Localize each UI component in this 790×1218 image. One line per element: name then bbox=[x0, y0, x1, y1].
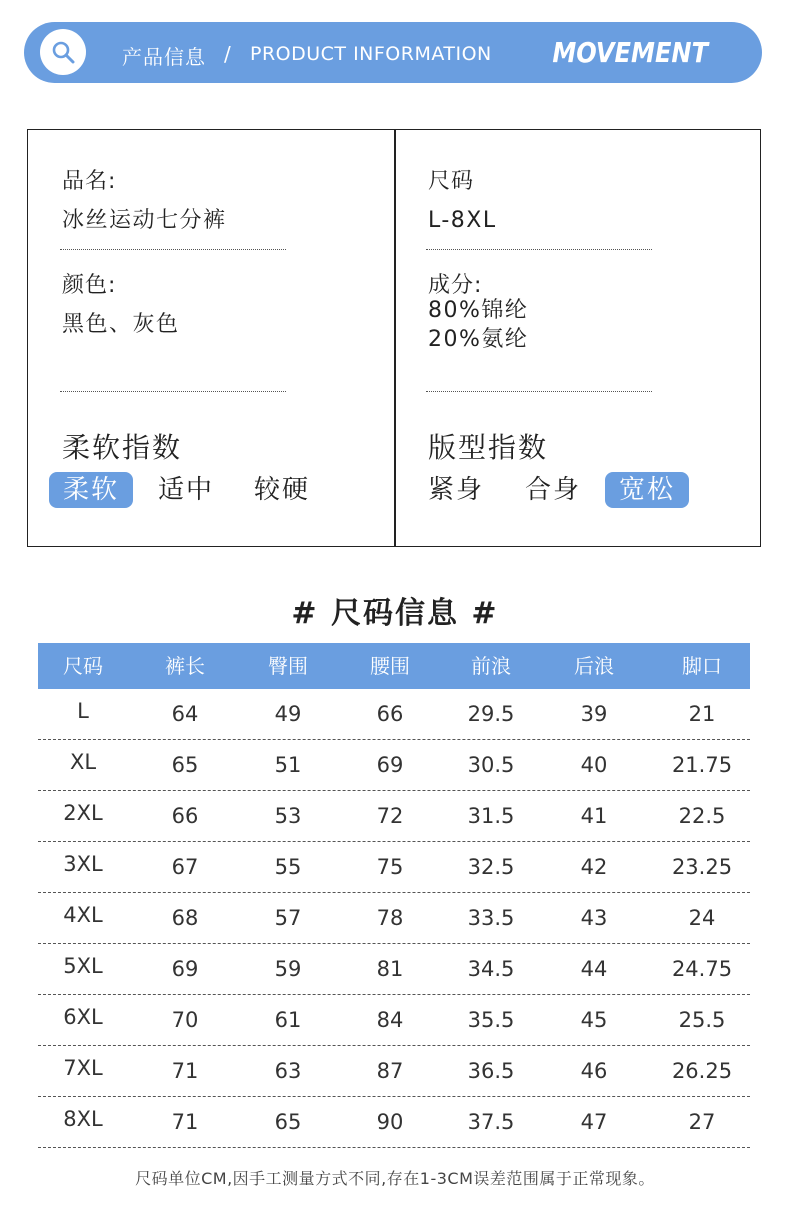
cell-length: 66 bbox=[171, 804, 199, 828]
table-body bbox=[38, 689, 750, 1148]
cell-length: 65 bbox=[171, 753, 199, 777]
divider-dots bbox=[426, 249, 652, 250]
cell-back-rise: 40 bbox=[580, 753, 608, 777]
table-row bbox=[38, 740, 750, 791]
cell-back-rise: 41 bbox=[580, 804, 608, 828]
softness-option-soft[interactable]: 柔软 bbox=[49, 472, 133, 508]
fit-title: 版型指数 bbox=[428, 431, 549, 464]
header-cell-leg-opening: 脚口 bbox=[682, 654, 722, 678]
cell-leg-opening: 21 bbox=[688, 702, 716, 726]
cell-leg-opening: 24 bbox=[688, 906, 716, 930]
size-value: L-8XL bbox=[428, 208, 497, 233]
cell-leg-opening: 24.75 bbox=[671, 957, 733, 981]
table-row bbox=[38, 791, 750, 842]
cell-front-rise: 33.5 bbox=[467, 906, 515, 930]
divider-dots bbox=[60, 249, 286, 250]
cell-leg-opening: 22.5 bbox=[678, 804, 726, 828]
softness-title: 柔软指数 bbox=[62, 431, 183, 464]
cell-front-rise: 31.5 bbox=[467, 804, 515, 828]
cell-waist: 84 bbox=[376, 1008, 404, 1032]
header-cell-back-rise: 后浪 bbox=[574, 654, 614, 678]
cell-size: L bbox=[77, 699, 89, 723]
cell-back-rise: 43 bbox=[580, 906, 608, 930]
cell-back-rise: 39 bbox=[580, 702, 608, 726]
cell-size: 5XL bbox=[63, 954, 103, 978]
cell-back-rise: 47 bbox=[580, 1110, 608, 1134]
divider-dots bbox=[60, 391, 286, 392]
product-info-box bbox=[27, 129, 761, 547]
color-value: 黑色、灰色 bbox=[62, 312, 180, 337]
header-cell-front-rise: 前浪 bbox=[471, 654, 511, 678]
cell-leg-opening: 21.75 bbox=[671, 753, 733, 777]
cell-hip: 51 bbox=[274, 753, 302, 777]
cell-length: 69 bbox=[171, 957, 199, 981]
cell-front-rise: 34.5 bbox=[467, 957, 515, 981]
cell-front-rise: 32.5 bbox=[467, 855, 515, 879]
cell-size: 6XL bbox=[63, 1005, 103, 1029]
table-row bbox=[38, 995, 750, 1046]
cell-front-rise: 29.5 bbox=[467, 702, 515, 726]
cell-leg-opening: 27 bbox=[688, 1110, 716, 1134]
table-row bbox=[38, 689, 750, 740]
cell-size: 2XL bbox=[63, 801, 103, 825]
material-line-2: 20%氨纶 bbox=[428, 327, 529, 352]
info-divider bbox=[394, 130, 396, 546]
cell-waist: 75 bbox=[376, 855, 404, 879]
fit-option-slim[interactable]: 紧身 bbox=[428, 475, 485, 505]
cell-back-rise: 44 bbox=[580, 957, 608, 981]
cell-hip: 65 bbox=[274, 1110, 302, 1134]
cell-waist: 81 bbox=[376, 957, 404, 981]
header-cell-waist: 腰围 bbox=[370, 654, 410, 678]
fit-option-loose[interactable]: 宽松 bbox=[605, 472, 689, 508]
table-row bbox=[38, 944, 750, 995]
table-row bbox=[38, 842, 750, 893]
cell-hip: 49 bbox=[274, 702, 302, 726]
cell-waist: 66 bbox=[376, 702, 404, 726]
header-title-cn: 产品信息 bbox=[122, 45, 206, 69]
cell-front-rise: 35.5 bbox=[467, 1008, 515, 1032]
header-separator: / bbox=[224, 42, 231, 66]
cell-size: 3XL bbox=[63, 852, 103, 876]
softness-option-medium[interactable]: 适中 bbox=[158, 475, 215, 505]
color-label: 颜色: bbox=[62, 273, 117, 298]
softness-option-hard[interactable]: 较硬 bbox=[254, 475, 311, 505]
cell-size: XL bbox=[69, 750, 97, 774]
size-label: 尺码 bbox=[428, 169, 475, 194]
cell-waist: 69 bbox=[376, 753, 404, 777]
name-value: 冰丝运动七分裤 bbox=[62, 208, 227, 233]
cell-size: 7XL bbox=[63, 1056, 103, 1080]
table-row bbox=[38, 893, 750, 944]
cell-leg-opening: 25.5 bbox=[678, 1008, 726, 1032]
header-cell-size: 尺码 bbox=[63, 654, 103, 678]
divider-dots bbox=[426, 391, 652, 392]
cell-length: 71 bbox=[171, 1059, 199, 1083]
cell-front-rise: 30.5 bbox=[467, 753, 515, 777]
search-button[interactable] bbox=[40, 29, 86, 75]
material-label: 成分: bbox=[428, 273, 483, 298]
measurement-note: 尺码单位CM,因手工测量方式不同,存在1-3CM误差范围属于正常现象。 bbox=[135, 1169, 655, 1188]
cell-back-rise: 46 bbox=[580, 1059, 608, 1083]
cell-hip: 55 bbox=[274, 855, 302, 879]
cell-size: 8XL bbox=[63, 1107, 103, 1131]
cell-hip: 57 bbox=[274, 906, 302, 930]
cell-waist: 72 bbox=[376, 804, 404, 828]
cell-front-rise: 37.5 bbox=[467, 1110, 515, 1134]
cell-waist: 78 bbox=[376, 906, 404, 930]
cell-hip: 61 bbox=[274, 1008, 302, 1032]
cell-size: 4XL bbox=[63, 903, 103, 927]
fit-option-regular[interactable]: 合身 bbox=[525, 475, 582, 505]
cell-length: 67 bbox=[171, 855, 199, 879]
header-cell-hip: 臀围 bbox=[268, 654, 308, 678]
cell-back-rise: 42 bbox=[580, 855, 608, 879]
brand-logo: MOVEMENT bbox=[552, 36, 708, 69]
size-table bbox=[38, 643, 750, 1148]
table-row bbox=[38, 1046, 750, 1097]
cell-waist: 90 bbox=[376, 1110, 404, 1134]
header-cell-length: 裤长 bbox=[165, 654, 205, 678]
table-header bbox=[38, 643, 750, 689]
table-row bbox=[38, 1097, 750, 1148]
cell-leg-opening: 23.25 bbox=[671, 855, 733, 879]
cell-leg-opening: 26.25 bbox=[671, 1059, 733, 1083]
header-bar bbox=[24, 22, 762, 83]
cell-hip: 63 bbox=[274, 1059, 302, 1083]
name-label: 品名: bbox=[62, 169, 117, 194]
cell-length: 71 bbox=[171, 1110, 199, 1134]
cell-hip: 53 bbox=[274, 804, 302, 828]
cell-length: 70 bbox=[171, 1008, 199, 1032]
header-title-en: PRODUCT INFORMATION bbox=[250, 43, 492, 65]
cell-hip: 59 bbox=[274, 957, 302, 981]
cell-length: 64 bbox=[171, 702, 199, 726]
material-line-1: 80%锦纶 bbox=[428, 298, 529, 323]
cell-length: 68 bbox=[171, 906, 199, 930]
size-section-title: # 尺码信息 # bbox=[291, 596, 499, 631]
cell-front-rise: 36.5 bbox=[467, 1059, 515, 1083]
cell-waist: 87 bbox=[376, 1059, 404, 1083]
cell-back-rise: 45 bbox=[580, 1008, 608, 1032]
